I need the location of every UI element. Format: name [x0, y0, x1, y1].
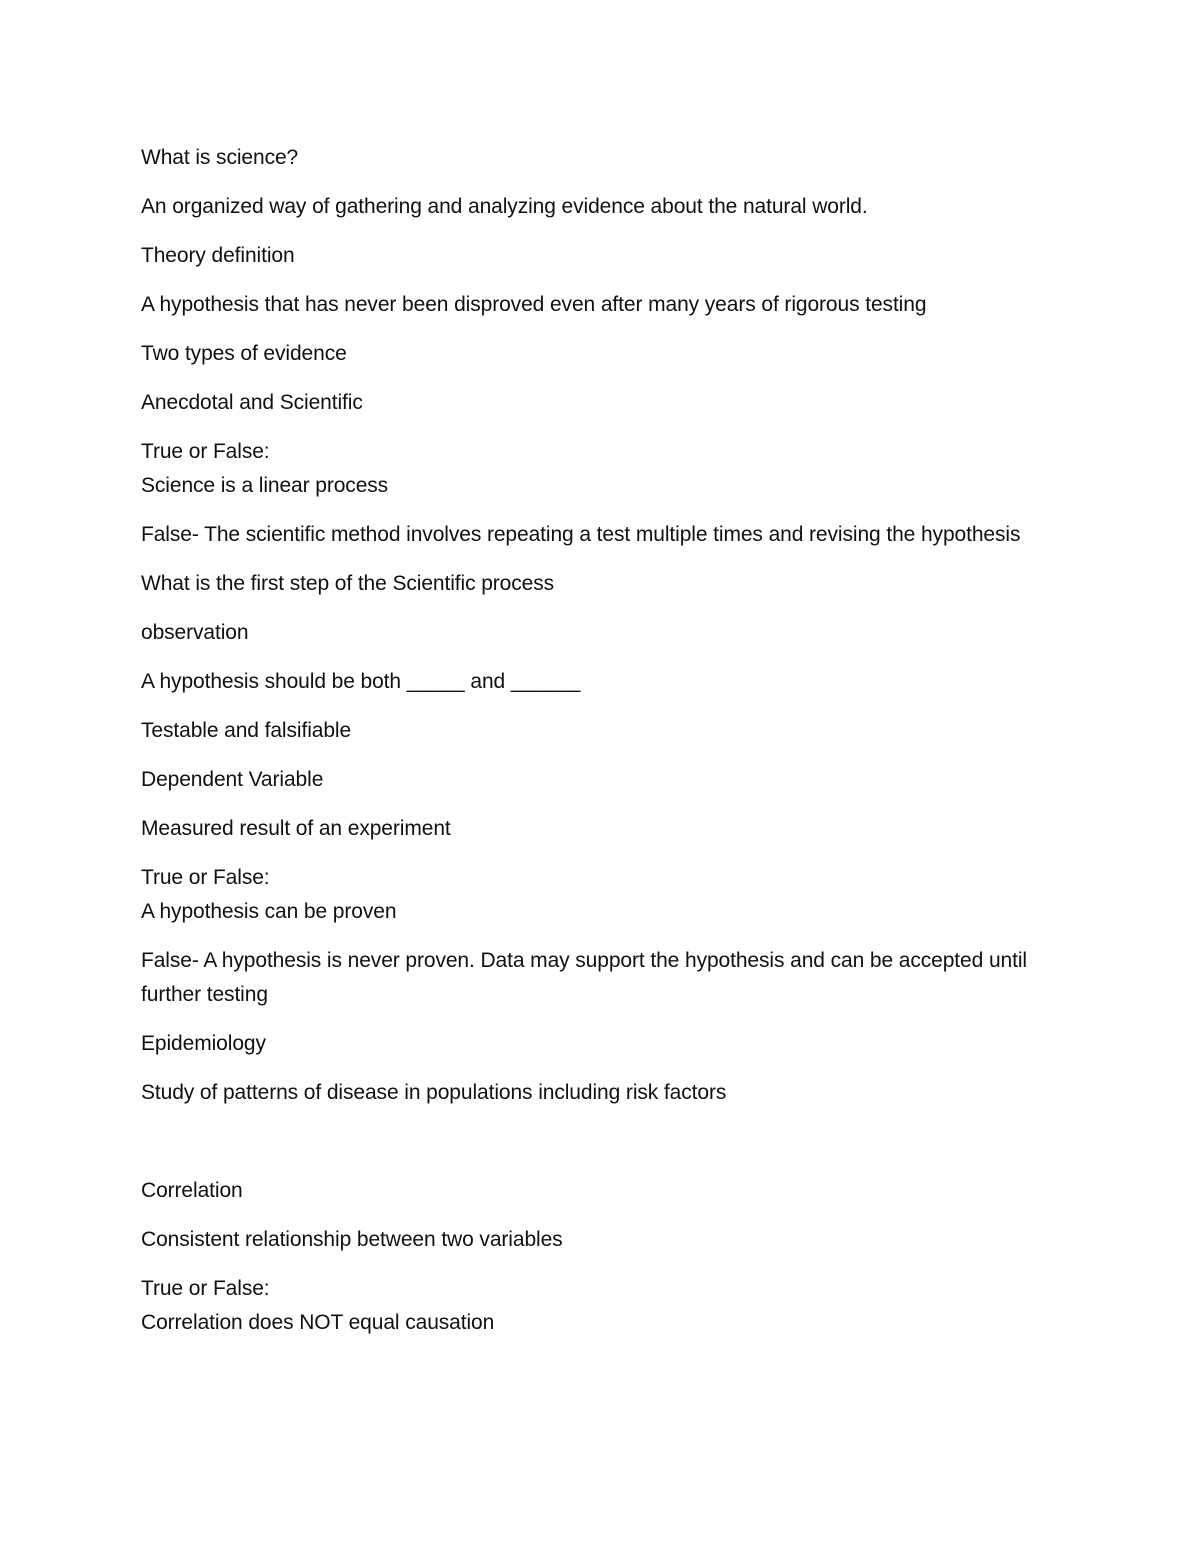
answer-correlation: Consistent relationship between two variables	[141, 1228, 563, 1251]
question-first-step: What is the first step of the Scientific process	[141, 572, 555, 595]
question-correlation-causation: True or False: Correlation does NOT equal causation	[141, 1277, 495, 1334]
answer-theory-definition: A hypothesis that has never been disproved even after many years of rigorous testing	[141, 293, 927, 316]
answer-first-step: observation	[141, 621, 249, 644]
question-epidemiology: Epidemiology	[141, 1032, 266, 1055]
answer-epidemiology: Study of patterns of disease in populations including risk factors	[141, 1081, 727, 1104]
question-correlation: Correlation	[141, 1179, 243, 1202]
document-body	[141, 141, 1071, 1355]
question-science-linear: True or False: Science is a linear process	[141, 440, 389, 497]
question-hypothesis-proven: True or False: A hypothesis can be proven	[141, 866, 397, 923]
answer-what-is-science: An organized way of gathering and analyzing evidence about the natural world.	[141, 195, 868, 218]
answer-dependent-variable: Measured result of an experiment	[141, 817, 451, 840]
question-what-is-science: What is science?	[141, 146, 299, 169]
question-hypothesis-both: A hypothesis should be both _____ and ______	[141, 670, 581, 693]
answer-hypothesis-both: Testable and falsifiable	[141, 719, 352, 742]
answer-science-linear: False- The scientific method involves repeating a test multiple times and revising the hypothesis	[141, 523, 1021, 546]
question-types-of-evidence: Two types of evidence	[141, 342, 347, 365]
answer-hypothesis-proven: False- A hypothesis is never proven. Data may support the hypothesis and can be accepted until further testing	[141, 949, 1027, 1006]
question-dependent-variable: Dependent Variable	[141, 768, 324, 791]
answer-types-of-evidence: Anecdotal and Scientific	[141, 391, 363, 414]
blank-line	[141, 1125, 1071, 1174]
question-theory-definition: Theory definition	[141, 244, 295, 267]
